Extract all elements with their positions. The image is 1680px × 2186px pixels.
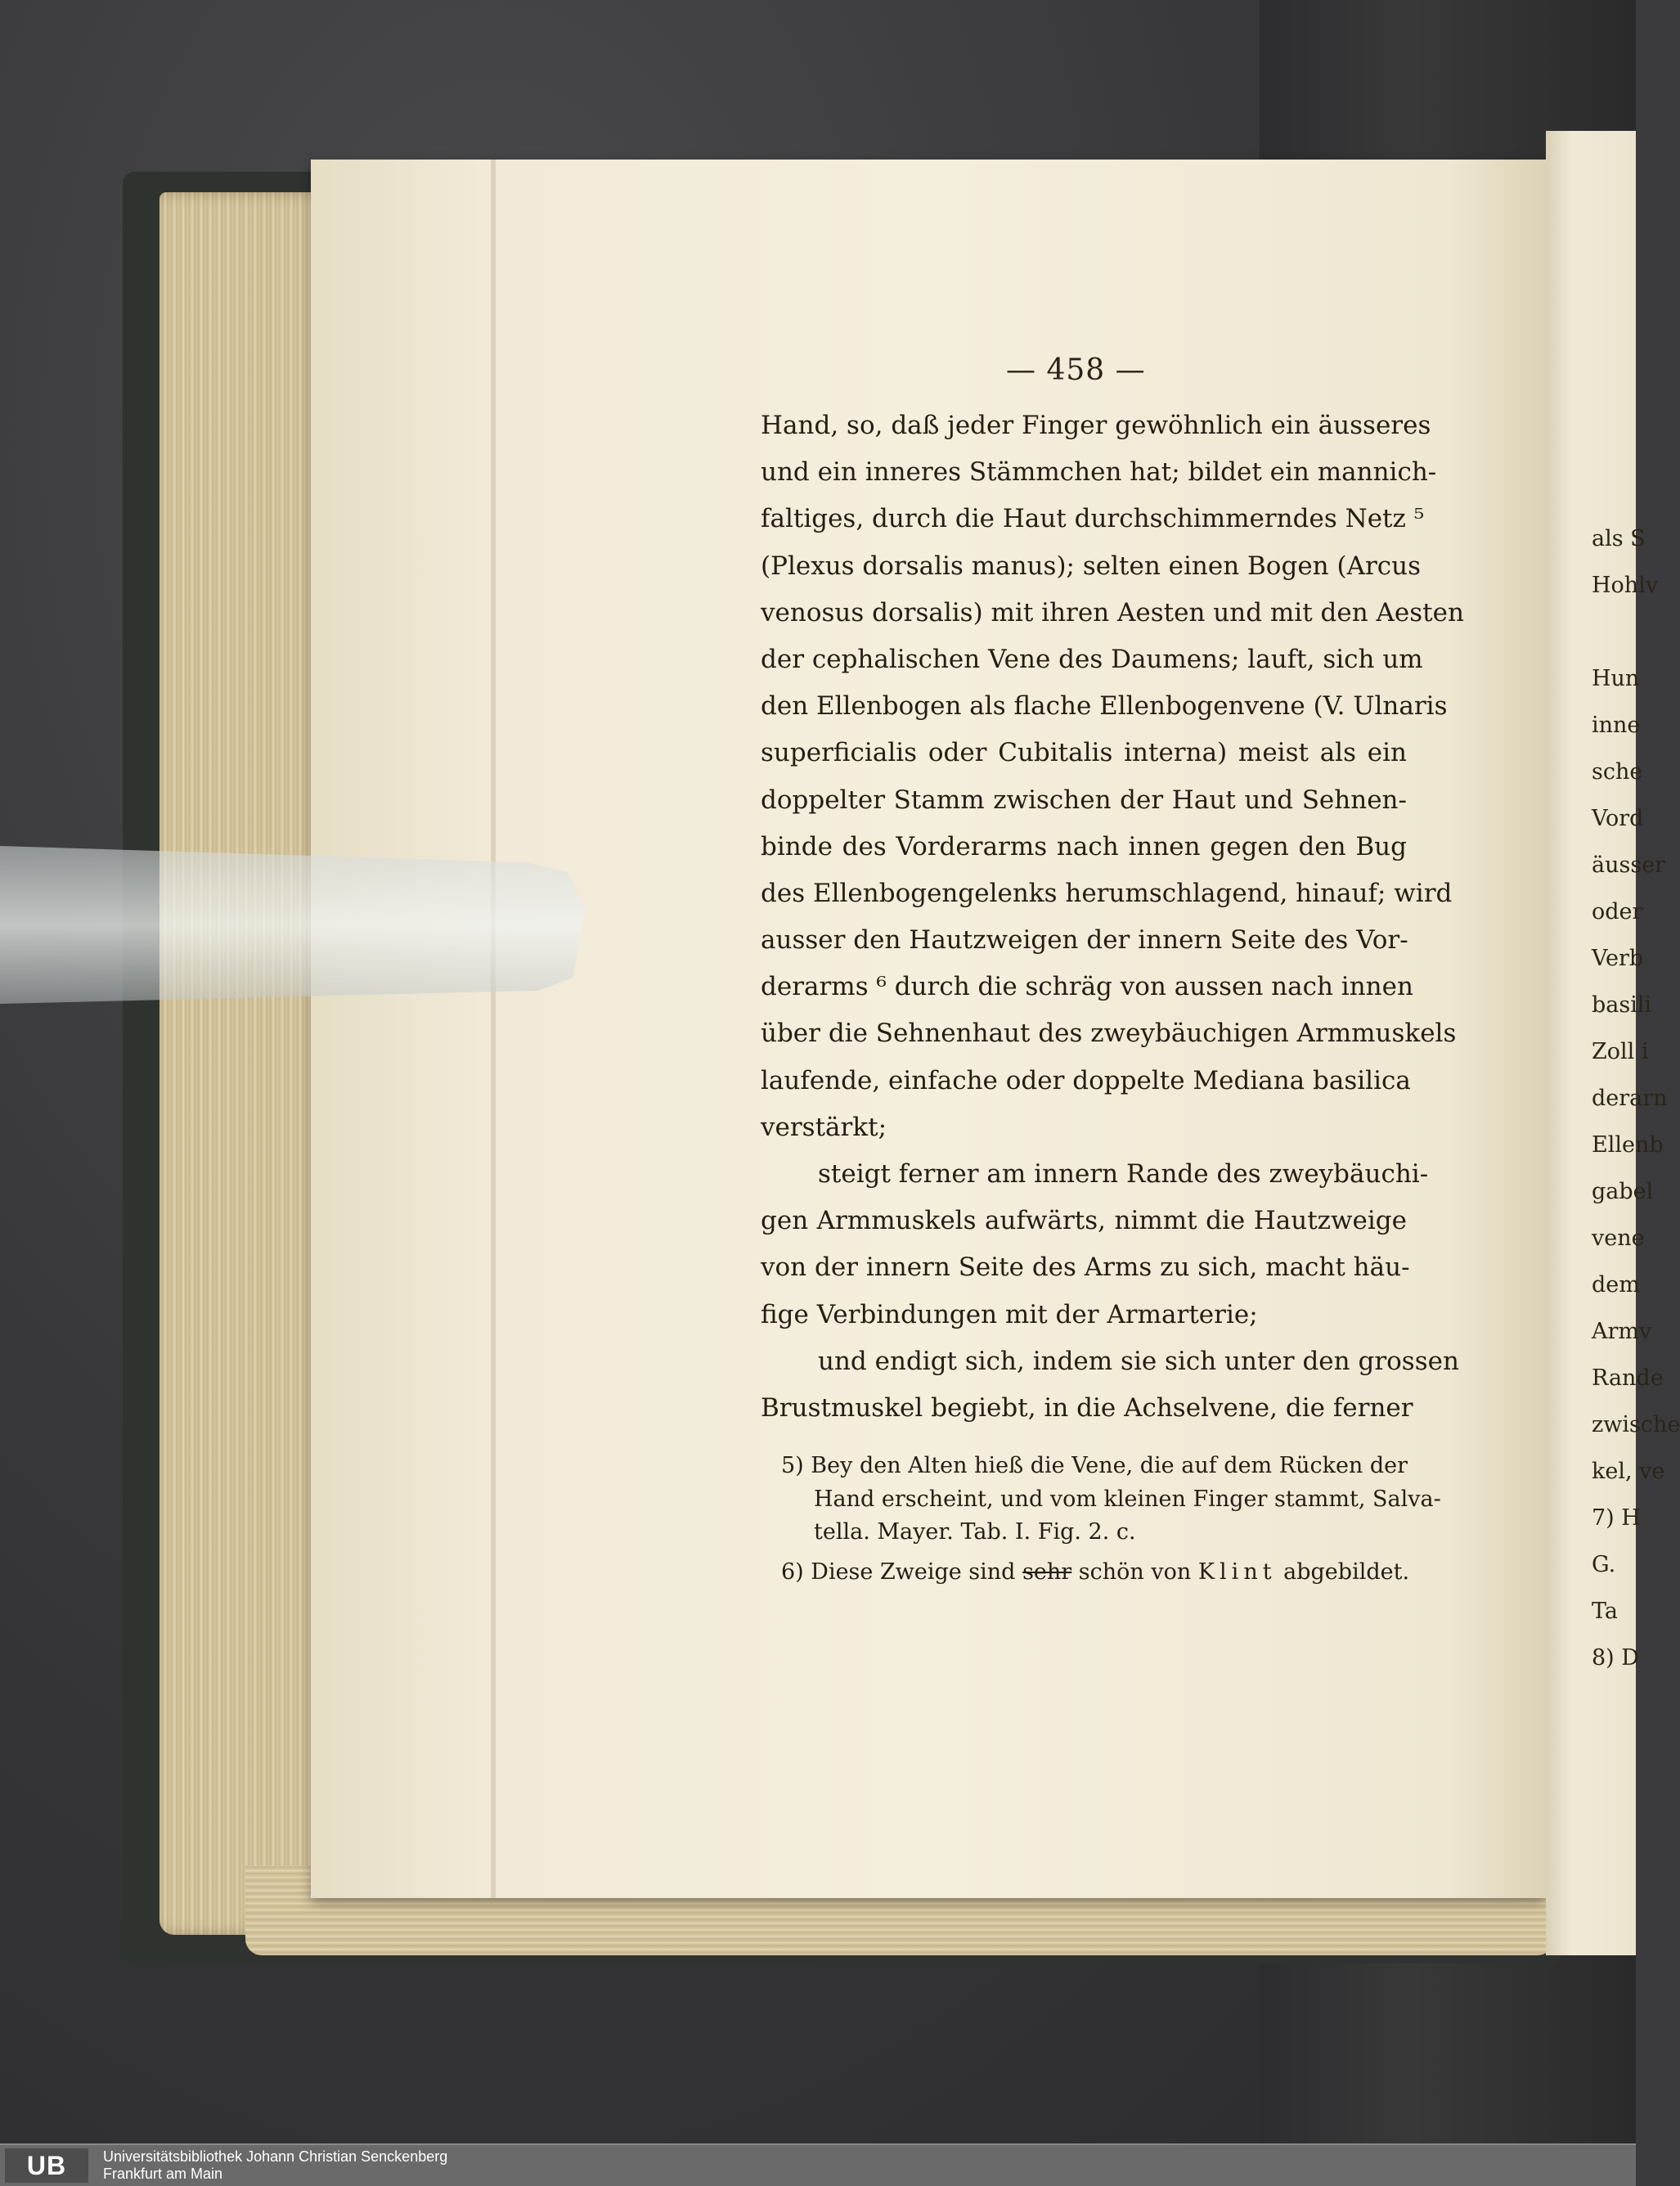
text-line: binde des Vorderarms nach innen gegen den Bug <box>761 831 1407 861</box>
text-line: gen Armmuskels aufwärts, nimmt die Hautzweige <box>761 1206 1407 1236</box>
text-line: derarms ⁶ durch die schräg von aussen nach innen <box>761 972 1413 1002</box>
text-line: vene <box>1592 1226 1645 1251</box>
text-line: Ta <box>1592 1599 1619 1624</box>
library-name: Universitätsbibliothek Johann Christian Senckenberg <box>103 2148 448 2165</box>
text-line: und endigt sich, indem sie sich unter den grossen <box>818 1346 1459 1376</box>
footnote-6 <box>781 1556 1410 1590</box>
text-line: verstärkt; <box>761 1112 887 1142</box>
text-line: den Ellenbogen als flache Ellenbogenvene (V. Ulnaris <box>761 691 1448 722</box>
text-line: der cephalischen Vene des Daumens; lauft, sich um <box>761 644 1423 674</box>
author-name: Klint <box>1197 1559 1277 1585</box>
text-line <box>1592 609 1657 655</box>
text-line: ausser den Hautzweigen der innern Seite des Vor- <box>761 925 1408 956</box>
text-line: venosus dorsalis) mit ihren Aesten und mit den Aesten <box>761 597 1464 627</box>
struck-word: sehr <box>1022 1559 1072 1585</box>
text-line: laufende, einfache oder doppelte Mediana basilica <box>761 1065 1411 1095</box>
text-line: G. <box>1592 1552 1616 1577</box>
text-line: kel, ve <box>1592 1459 1665 1484</box>
text-line: derarn <box>1592 1086 1668 1111</box>
ub-logo: UB <box>5 2148 88 2183</box>
text-line: inne <box>1592 713 1641 738</box>
text-line: Vord <box>1592 806 1644 831</box>
page-number: — 458 — <box>1006 353 1146 387</box>
footnote-6-text: 6) Diese Zweige sind <box>781 1559 1023 1585</box>
text-line: gabel <box>1592 1179 1654 1204</box>
text-line: basili <box>1592 992 1652 1018</box>
footnote-5-line: Hand erscheint, und vom kleinen Finger stammt, Salva- <box>814 1486 1441 1512</box>
footnotes <box>781 1450 1441 1589</box>
text-line: sche <box>1592 759 1643 785</box>
library-credit <box>103 2148 447 2183</box>
text-line: faltiges, durch die Haut durchschimmerndes Netz ⁵ <box>761 504 1425 534</box>
text-line: (Plexus dorsalis manus); selten einen Bogen (Arcus <box>761 551 1422 581</box>
text-line: 7) H <box>1592 1505 1641 1531</box>
text-line: oder <box>1592 899 1643 924</box>
text-line: Hohlv <box>1592 573 1659 598</box>
text-line: steigt ferner am innern Rande des zweybäuchi- <box>818 1159 1429 1189</box>
text-line: Armv <box>1592 1319 1652 1344</box>
book-page-right <box>1546 131 1680 1955</box>
text-line: äusser <box>1592 852 1666 878</box>
text-line: und ein inneres Stämmchen hat; bildet ein mannich- <box>761 457 1437 488</box>
text-line: 8) D <box>1592 1645 1639 1671</box>
library-city: Frankfurt am Main <box>103 2166 223 2182</box>
text-line: über die Sehnenhaut des zweybäuchigen Armmuskels <box>761 1019 1457 1049</box>
text-line: superficialis oder Cubitalis interna) meist als ein <box>761 738 1407 768</box>
text-line: Hand, so, daß jeder Finger gewöhnlich ein äusseres <box>761 411 1431 440</box>
text-line: fige Verbindungen mit der Armarterie; <box>761 1299 1258 1329</box>
text-line: des Ellenbogengelenks herumschlagend, hinauf; wird <box>761 878 1453 908</box>
footer-bar <box>0 2143 1636 2186</box>
text-line: als S <box>1592 526 1646 551</box>
footnote-5-line: tella. Mayer. Tab. I. Fig. 2. c. <box>814 1519 1136 1545</box>
next-page-text <box>1592 515 1680 1681</box>
text-line: Brustmuskel begiebt, in die Achselvene, die ferner <box>761 1392 1413 1423</box>
glass-page-weight <box>0 843 585 1007</box>
text-line: Zoll i <box>1592 1039 1649 1064</box>
page-body-text <box>761 403 1464 1432</box>
footnote-5-line: 5) Bey den Alten hieß die Vene, die auf dem Rücken der <box>781 1453 1408 1478</box>
text-line: zwische <box>1592 1412 1680 1437</box>
footnote-6-text: schön von <box>1071 1559 1198 1585</box>
text-line: von der innern Seite des Arms zu sich, macht häu- <box>761 1253 1410 1283</box>
text-line: dem <box>1592 1272 1640 1298</box>
text-line: doppelter Stamm zwischen der Haut und Sehnen- <box>761 785 1407 815</box>
page-fold-line <box>491 160 496 1898</box>
text-line: Ellenb <box>1592 1132 1664 1158</box>
text-line: Hun <box>1592 666 1640 691</box>
text-line: Rande <box>1592 1365 1664 1391</box>
text-line: Verb <box>1592 946 1644 971</box>
footnote-6-text: abgebildet. <box>1276 1559 1410 1585</box>
